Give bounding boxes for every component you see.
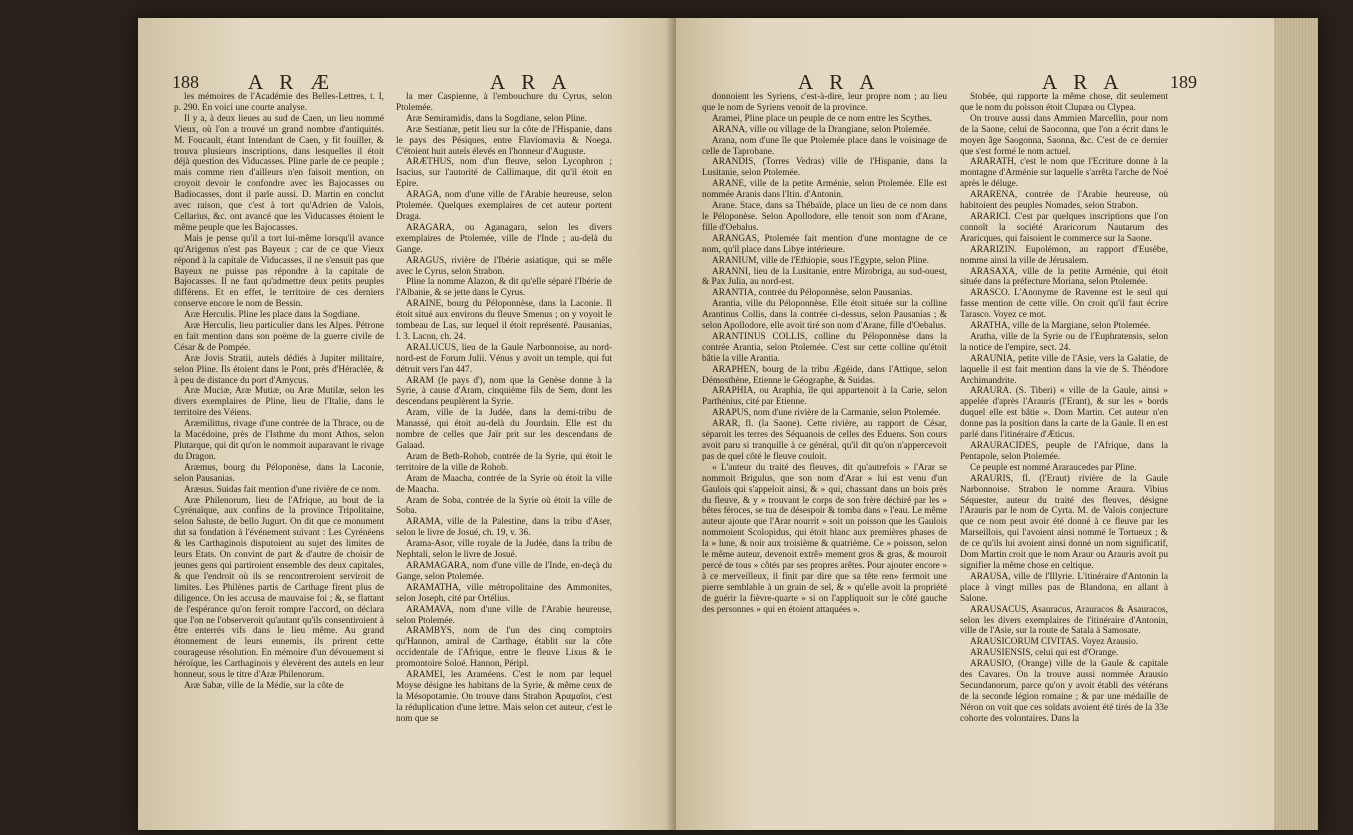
dictionary-entry: ARAINE, bourg du Péloponnèse, dans la Laconie. Il étoit situé aux environs du fleuve Smenus ; on y voyoit le tombeau de Las, sur lequel il étoit représenté. Pausanias, l. 3. Lacon, ch. 24. — [396, 299, 612, 342]
dictionary-entry: ARAMBYS, nom de l'un des cinq comptoirs qu'Hannon, amiral de Carthage, établit sur la côte occidentale de l'Afrique, entre le fleuve Lixus & le promontoire Soloé. Hannon, Péripl. — [396, 626, 612, 670]
dictionary-entry: ARARENA, contrée de l'Arabie heureuse, où habitoient des peuples Nomades, selon Strabon. — [960, 190, 1168, 212]
dictionary-entry: ARASCO. L'Anonyme de Ravenne est le seul qui fasse mention de cette ville. On croit qu'il faut écrire Tarasco. Voyez ce mot. — [960, 288, 1168, 321]
dictionary-entry: Stobée, qui rapporte la même chose, dit seulement que le nom du poisson étoit Clupæa ou Clypea. — [960, 92, 1168, 113]
dictionary-entry: ARAMA, ville de la Palestine, dans la tribu d'Aser, selon le livre de Josué, ch. 19, v. 36. — [396, 517, 612, 539]
dictionary-entry: Aræsus. Suidas fait mention d'une rivière de ce nom. — [184, 484, 381, 495]
left-page — [138, 18, 680, 830]
running-head: A R A — [1042, 70, 1125, 94]
dictionary-entry: ARAGA, nom d'une ville de l'Arabie heureuse, selon Ptolemée. Quelques exemplaires de cet auteur portent Draga. — [396, 190, 612, 222]
running-head: A R Æ — [248, 70, 336, 94]
dictionary-entry: ARAPHEN, bourg de la tribu Ægéide, dans l'Attique, selon Démosthène, Etienne le Géographe, & Suidas. — [702, 364, 947, 386]
dictionary-entry: ARAURIS, fl. (l'Eraut) rivière de la Gaule Narbonnoise. Strabon le nomme Araura. Vibius Séquester, auteur du traité des fleuves, désigne l'Arauris par le nom de Cyrta. M. de Valois conjecture que ce nom peut avoir été donné à ce fleuve par les Marseillois, qui l'avoient ainsi nommé le Tortueux ; & de ce qu'ils lui avoient ainsi donné un nom significatif, Dom Martin croit que le nom Araur ou Arauris avoit pu signifier la même chose en celtique. — [960, 473, 1168, 571]
dictionary-entry: ARANNI, lieu de la Lusitanie, entre Mirobriga, au sud-ouest, & Pax Julia, au nord-est. — [702, 266, 947, 288]
dictionary-entry: Mais je pense qu'il a tort lui-même lorsqu'il avance qu'Arigenus n'est pas Bayeux ; car de ce que Vieux répond à la capitale de Viducasses, il ne s'ensuit pas que Bayeux ne puisse pas répondre à la capitale de Bajocasses. Il ne faut qu'admettre deux petits peuples différens. Et en effet, le territoire de ces derniers conserve encore le nom de Bessin. — [174, 233, 384, 310]
dictionary-entry: Aræ Herculis. Pline les place dans la Sogdiane. — [184, 310, 360, 321]
open-book — [138, 18, 1318, 830]
dictionary-entry: Aræ Jovis Stratii, autels dédiés à Jupiter militaire, selon Pline. Ils étoient dans le Pont, près d'Héraclée, & à peu de distance du port d'Amycus. — [174, 353, 384, 386]
dictionary-entry: Pline la nomme Alazon, & dit qu'elle séparé l'Ibérie de l'Albanie, & se jette dans le Cyrus. — [396, 277, 612, 299]
dictionary-entry: ARÆTHUS, nom d'un fleuve, selon Lycophron ; Isacius, sur l'autorité de Callimaque, dit qu'il étoit en Epire. — [396, 157, 612, 190]
dictionary-entry: Arantia, ville du Péloponnèse. Elle étoit située sur la colline Arantinus Collis, dans la contrée ci-dessus, selon Pausanias ; & selon Apollodore, elle avoit tiré son nom d'Arane, fille d'Oebalus. — [702, 299, 947, 332]
dictionary-entry: ARAM (le pays d'), nom que la Genèse donne à la Syrie, à cause d'Aram, cinquième fils de Sem, dont les descendans peuplèrent la Syrie. — [396, 375, 612, 408]
dictionary-entry: Il y a, à deux lieues au sud de Caen, un lieu nommé Vieux, où l'on a trouvé un grand nombre d'antiquités. M. Foucault, étant Intendant de Caen, y fit fouiller, & trouva plusieurs inscriptions, dans lesquelles il étoit déjà question des Viducasses. Pline parle de ce peuple ; mais comme rien d'ailleurs n'en faisoit mention, on croyoit devoir le confondre avec les Bajocasses ou Badiocasses, dont il parle aussi. D. Martin en conclut avec raison, que c'est à tort qu'Adrien de Valois, Cellarius, &c. ont avancé que les Viducasses étoient le même peuple que les Bajocasses. — [174, 113, 384, 233]
text-column-left-1 — [174, 92, 384, 692]
dictionary-entry: ARAUNIA, petite ville de l'Asie, vers la Galatie, de laquelle il est fait mention dans la vie de S. Théodore Archimandrite. — [960, 353, 1168, 386]
dictionary-entry: Aratha, ville de la Syrie ou de l'Euphratensis, selon la notice de l'empire, sect. 24. — [960, 331, 1168, 353]
dictionary-entry: Ce peuple est nommé Araraucedes par Pline. — [970, 462, 1137, 473]
dictionary-entry: On trouve aussi dans Ammien Marcellin, pour nom de la Saone, celui de Saoconna, que l'on a écrit dans le moyen âge Saogonna, Saonna, &c. C'est de ce dernier que s'est formé le nom actuel. — [960, 113, 1168, 157]
dictionary-entry: ARARATH, c'est le nom que l'Ecriture donne à la montagne d'Arménie sur laquelle s'arrêta l'arche de Noé après le déluge. — [960, 157, 1168, 190]
dictionary-entry: ARAURACIDES, peuple de l'Afrique, dans la Pentapole, selon Ptolemée. — [960, 441, 1168, 462]
dictionary-entry: ARAR, fl. (la Saone). Cette rivière, au rapport de César, séparoit les terres des Séquanois de celles des Eduens. Son cours avoit paru si tranquille à ce général, qu'il dit qu'on n'appercevoit pas de quel côté le fleuve couloit. — [702, 419, 947, 462]
dictionary-entry: Aram de Beth-Rohob, contrée de la Syrie, qui étoit le territoire de la ville de Rohob. — [396, 451, 612, 473]
dictionary-entry: ARANGAS, Ptolemée fait mention d'une montagne de ce nom, qu'il place dans Libye intérieure. — [702, 233, 947, 255]
dictionary-entry: ARATHA, ville de la Margiane, selon Ptolemée. — [970, 321, 1151, 332]
dictionary-entry: ARAUSACUS, Asauracus, Arauracos & Asauracos, selon les divers exemplaires de l'itinéraire d'Antonin, ville de l'Asie, sur la route de Satala à Samosate. — [960, 604, 1168, 637]
dictionary-entry: donnoient les Syriens, c'est-à-dire, leur propre nom ; au lieu que le nom de Syriens venoit de la province. — [702, 92, 947, 113]
dictionary-entry: Aræ Philenorum, lieu de l'Afrique, au bout de la Cyrénaïque, aux confins de la province Tripolitaine, selon Saluste, de bello Jugurt. On dit que ce monument dut sa fondation à l'événement suivant : Les Cyrénéens & les Carthaginois disputoient au sujet des limites de leurs Etats. On convint de part & d'autre de choisir de jeunes gens qui partiroient ensemble des deux capitales, & que l'endroit où ils se rencontreroient serviroit de limites. Les Philènes partis de Carthage firent plus de diligence. On les accusa de mauvaise foi ; &, se flattant de l'espérance qu'on feroit rompre l'accord, on déclara que l'on ne l'observeroit qu'autant qu'ils consentiroient à être enterrés vifs dans le lieu même. Au grand étonnement de leurs ennemis, ils prirent cette courageuse résolution. En mémoire d'un dévouement si héroïque, les Carthaginois y élevèrent des autels en leur honneur, sous le titre d'Aræ Philenorum. — [174, 495, 384, 681]
dictionary-entry: Aræ Semiramidis, dans la Sogdiane, selon Pline. — [406, 113, 588, 124]
dictionary-entry: Aram de Soba, contrée de la Syrie où étoit la ville de Soba. — [396, 495, 612, 517]
dictionary-entry: ARANA, ville ou village de la Drangiane, selon Ptolemée. — [712, 124, 931, 135]
dictionary-entry: ARAUSICORUM CIVITAS. Voyez Arausio. — [970, 637, 1139, 648]
dictionary-entry: ARAURA. (S. Tiberi) « ville de la Gaule, ainsi » appelée d'après l'Arauris (l'Erant), & sur les » bords duquel elle est bâtie ». Dom Martin. Cet auteur n'en donne pas la position dans la carte de la Gaule. Il en est parlé dans l'itinéraire d'Æticus. — [960, 386, 1168, 441]
dictionary-entry: ARAUSA, ville de l'Illyrie. L'itinéraire d'Antonin la place à vingt milles pas de Blandona, en allant à Salone. — [960, 571, 1168, 604]
dictionary-entry: la mer Caspienne, à l'embouchure du Cyrus, selon Ptolemée. — [396, 92, 612, 113]
text-column-right-2 — [960, 92, 1168, 725]
text-column-left-2 — [396, 92, 612, 725]
dictionary-entry: ARANE, ville de la petite Arménie, selon Ptolemée. Elle est nommée Aranis dans l'Itin. d'Antonin. — [702, 179, 947, 201]
dictionary-entry: Aræmus, bourg du Péloponèse, dans la Laconie, selon Pausanias. — [174, 462, 384, 484]
dictionary-entry: ARAMATHA, ville métropolitaine des Ammonites, selon Joseph, cité par Ortélius. — [396, 582, 612, 604]
dictionary-entry: ARAMAVA, nom d'une ville de l'Arabie heureuse, selon Ptolemée. — [396, 604, 612, 626]
dictionary-entry: Aræ Sabæ, ville de la Médie, sur la côte de — [184, 680, 344, 691]
dictionary-entry: Aræ Sestianæ, petit lieu sur la côte de l'Hispanie, dans le pays des Pésiques, entre Flaviomavia & Noega. C'étoient huit autels élevés en l'honneur d'Auguste. — [396, 124, 612, 157]
dictionary-entry: ARANTIA, contrée du Péloponnèse, selon Pausanias. — [712, 288, 913, 299]
dictionary-entry: ARARICI. C'est par quelques inscriptions que l'on connoît la société Araricorum Nautarum des Araricques, qui faisoient le commerce sur la Saone. — [960, 211, 1168, 244]
dictionary-entry: Aræ Muciæ, Aræ Mutiæ, ou Aræ Mutilæ, selon les divers exemplaires de Pline, lieu de l'Italie, dans le territoire des Véiens. — [174, 386, 384, 419]
running-head: A R A — [490, 70, 573, 94]
dictionary-entry: ARANDIS, (Torres Vedras) ville de l'Hispanie, dans la Lusitanie, selon Ptolemée. — [702, 157, 947, 179]
dictionary-entry: Aram de Maacha, contrée de la Syrie où étoit la ville de Maacha. — [396, 473, 612, 495]
dictionary-entry: Aræ Herculis, lieu particulier dans les Alpes. Pétrone en fait mention dans son poëme de la guerre civile de César & de Pompée. — [174, 321, 384, 353]
page-number: 189 — [1170, 72, 1197, 92]
page-edges — [1274, 18, 1318, 830]
dictionary-entry: ARAPUS, nom d'une rivière de la Carmanie, selon Ptolemée. — [712, 408, 941, 419]
dictionary-entry: ARANIUM, ville de l'Ethiopie, sous l'Egypte, selon Pline. — [712, 255, 929, 266]
running-head: A R A — [798, 70, 881, 94]
dictionary-entry: ARASAXA, ville de la petite Arménie, qui étoit située dans la préfecture Moriana, selon Ptolemée. — [960, 266, 1168, 288]
right-page — [676, 18, 1318, 830]
dictionary-entry: ARAGUS, rivière de l'Ibérie asiatique, qui se mêle avec le Cyrus, selon Strabon. — [396, 255, 612, 277]
dictionary-entry: ARALUCUS, lieu de la Gaule Narbonnoise, au nord-nord-est de Forum Julii. Vénus y avoit un temple, qui fut détruit vers l'an 447. — [396, 342, 612, 375]
dictionary-entry: ARAPHIA, ou Araphia, île qui appartenoit à la Carie, selon Parthénius, cité par Etienne. — [702, 386, 947, 408]
dictionary-entry: Arana, nom d'une île que Ptolemée place dans le voisinage de celle de Taprobane. — [702, 135, 947, 157]
text-column-right-1 — [702, 92, 947, 616]
dictionary-entry: ARAMEI, les Araméens. C'est le nom par lequel Moyse désigne les habitans de la Syrie, & même ceux de la Mésopotamie. On trouve dans Strabon Ἀραμαῖοι, c'est la réduplication d'une lettre. Mais selon cet auteur, c'est le nom que se — [396, 670, 612, 724]
dictionary-entry: Arama-Asor, ville royale de la Judée, dans la tribu de Nephtali, selon le livre de Josué. — [396, 539, 612, 561]
dictionary-entry: « L'auteur du traité des fleuves, dit qu'autrefois » l'Arar se nommoit Brigulus, que son nom d'Arar » lui est venu d'un Gaulois qui s'appeloit ainsi, & » qui, chassant dans un bois près du fleuve, & y » trouvant le corps de son frère déchiré par les » bêtes féroces, se tua de désespoir & tomba dans » l'eau. Le même auteur ajoute que l'Arar nourrit » soit un poisson que les Gaulois nommoient Scolopidus, qui étoit blanc aux premières phases de la » lune, & noir aux troisième & quatrième. Ce » poisson, selon le même auteur, devenoit extrê» mement gros & gras, & mouroit percé de tous » côtés par ses propres arêtes. Pour ajouter encore » à ce merveilleux, il finit par dire que sa tête ren» fermoit une pierre semblable à un grain de sel, & » qu'elle avoit la propriété de guérir la fièvre-quarte » si on l'appliquoit sur le côté gauche des personnes » qui en étoient attaquées ». — [702, 462, 947, 615]
dictionary-entry: ARAUSIENSIS, celui qui est d'Orange. — [970, 648, 1119, 659]
dictionary-entry: ARAGARA, ou Aganagara, selon les divers exemplaires de Ptolemée, ville de l'Inde ; au-delà du Gange. — [396, 222, 612, 255]
dictionary-entry: ARAUSIO, (Orange) ville de la Gaule & capitale des Cavares. On la trouve aussi nommée Arausio Secundanorum, parce qu'on y avoit établi des vétérans de la seconde légion romaine ; & par une médaille de Néron on voit que ces soldats avoient été tirés de la 33e cohorte des volontaires. Dans la — [960, 659, 1168, 724]
dictionary-entry: Arane. Stace, dans sa Thébaïde, place un lieu de ce nom dans le Péloponèse. Selon Apollodore, elle tenoit son nom d'Arane, fille d'Oebalus. — [702, 201, 947, 233]
dictionary-entry: ARANTINUS COLLIS, colline du Péloponnèse dans la contrée Arantia, selon Ptolemée. C'est sur cette colline qu'étoit bâtie la ville Arantia. — [702, 331, 947, 364]
dictionary-entry: Aram, ville de la Judée, dans la demi-tribu de Manassé, qui étoit au-delà du Jourdain. Elle est du nombre de celles que Jaïr prit sur les descendans de Galaad. — [396, 408, 612, 451]
dictionary-entry: les mémoires de l'Académie des Belles-Lettres, t. I, p. 290. En voici une courte analyse. — [174, 92, 384, 113]
dictionary-entry: Aramei, Pline place un peuple de ce nom entre les Scythes. — [712, 113, 932, 124]
dictionary-entry: ARAMAGARA, nom d'une ville de l'Inde, en-deçà du Gange, selon Ptolemée. — [396, 560, 612, 582]
dictionary-entry: Aræmilittus, rivage d'une contrée de la Thrace, ou de la Macédoine, près de l'Isthme du mont Athos, selon Plutarque, qui dit qu'on le nommoit auparavant le rivage du Dragon. — [174, 419, 384, 462]
dictionary-entry: ARARIZIN. Eupolémon, au rapport d'Eusèbe, nomme ainsi la ville de Jérusalem. — [960, 244, 1168, 266]
page-number: 188 — [172, 72, 199, 92]
